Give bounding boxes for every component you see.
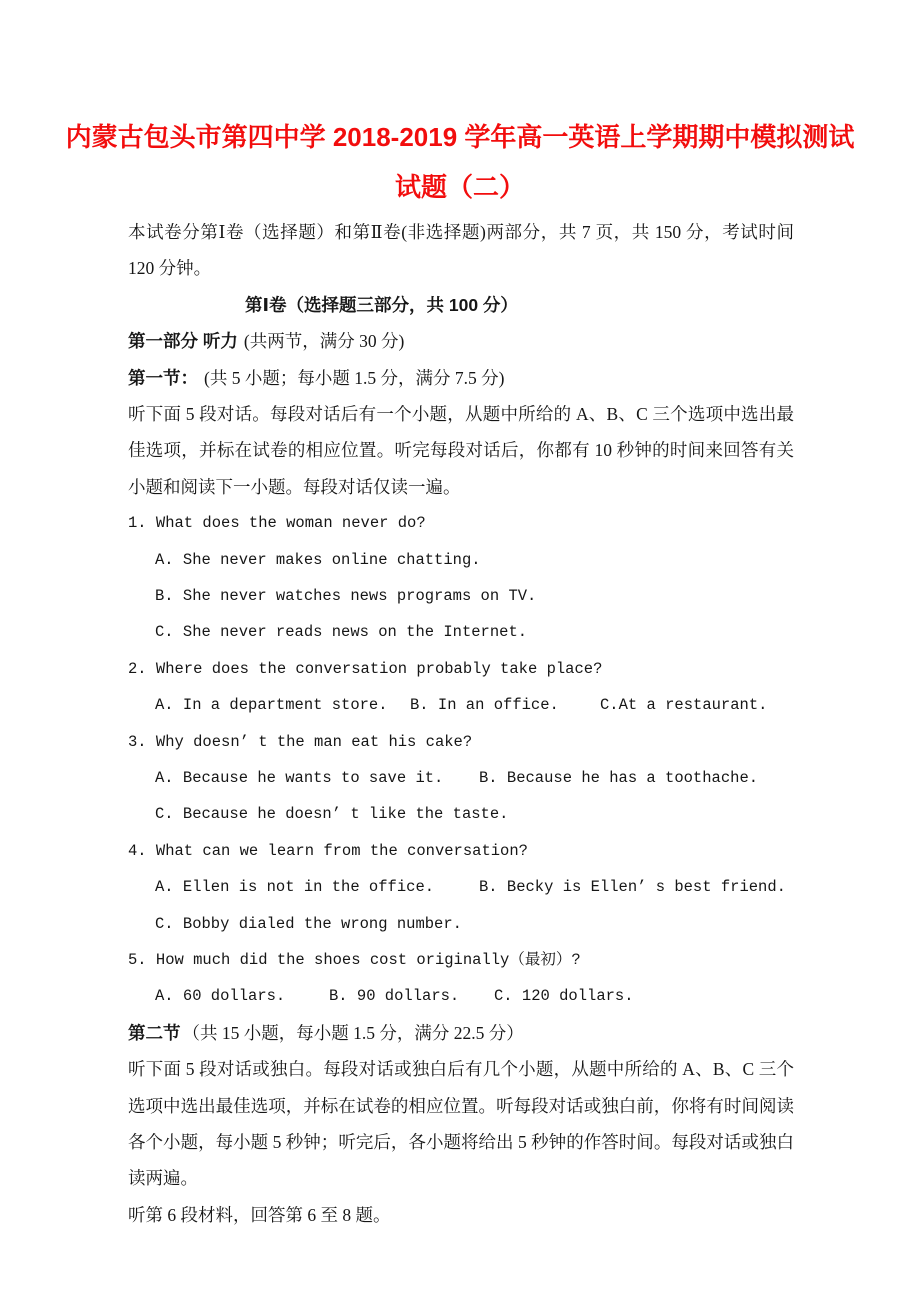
question-text: 4. What can we learn from the conversation?	[128, 841, 528, 860]
part1-label: 第一部分 听力	[128, 331, 238, 352]
page-title	[0, 112, 920, 212]
option: C. Because he doesn’ t like the taste.	[155, 805, 509, 824]
option: A. Ellen is not in the office.	[155, 878, 435, 897]
option: B. Because he has a toothache.	[479, 768, 759, 787]
option: B. She never watches news programs on TV.	[155, 587, 537, 606]
option: A. Because he wants to save it.	[155, 768, 444, 787]
page-title-line1: 内蒙古包头市第四中学 2018-2019 学年高一英语上学期期中模拟测试	[65, 122, 855, 152]
option: A. In a department store.	[155, 696, 388, 715]
question-text: 3. Why doesn’ t the man eat his cake?	[128, 732, 473, 751]
option: C.At a restaurant.	[600, 696, 768, 715]
option-row	[128, 687, 794, 723]
volume-heading: 第Ⅰ卷（选择题三部分，共 100 分）	[245, 294, 518, 315]
page-title-line2: 试题（二）	[394, 172, 525, 202]
option: B. Becky is Ellen’ s best friend.	[479, 878, 786, 897]
option-row	[128, 869, 794, 905]
option-row	[128, 578, 794, 614]
part1-meta: (共两节，满分 30 分)	[243, 331, 405, 352]
option: B. In an office.	[410, 696, 559, 715]
option: B. 90 dollars.	[329, 987, 460, 1006]
section1-label: 第一节：	[128, 367, 198, 388]
option-row	[128, 906, 794, 942]
question-text: 1. What does the woman never do?	[128, 514, 426, 533]
option-row	[128, 542, 794, 578]
section2-heading	[128, 1015, 794, 1051]
option-row	[128, 978, 794, 1014]
option-row	[128, 796, 794, 832]
option: C. She never reads news on the Internet.	[155, 623, 528, 642]
section2-instructions: 听下面 5 段对话或独白。每段对话或独白后有几个小题，从题中所给的 A、B、C 三个选项中选出最佳选项，并标在试卷的相应位置。听每段对话或独白前，你将有时间阅读各个小题，每小题 5 秒钟；听完后，各小题将给出 5 秒钟的作答时间。每段对话或独白读两遍。	[128, 1059, 794, 1189]
section1-instructions: 听下面 5 段对话。每段对话后有一个小题，从题中所给的 A、B、C 三个选项中选出最佳选项，并标在试卷的相应位置。听完每段对话后，你都有 10 秒钟的时间来回答有关小题和阅读下一小题。每段对话仅读一遍。	[128, 404, 794, 497]
section2-meta: （共 15 小题，每小题 1.5 分，满分 22.5 分）	[182, 1022, 524, 1043]
question-text: 2. Where does the conversation probably take place?	[128, 659, 603, 678]
option: A. 60 dollars.	[155, 987, 286, 1006]
section2-label: 第二节	[128, 1022, 181, 1043]
question-text: 5. How much did the shoes cost originally（最初）?	[128, 950, 581, 969]
option-row	[128, 760, 794, 796]
option: C. Bobby dialed the wrong number.	[155, 914, 462, 933]
section1-heading	[128, 360, 794, 396]
option: C. 120 dollars.	[494, 987, 634, 1006]
option-row	[128, 614, 794, 650]
intro-paragraph: 本试卷分第Ⅰ卷（选择题）和第Ⅱ卷(非选择题)两部分，共 7 页，共 150 分，考试时间 120 分钟。	[128, 222, 794, 279]
section1-meta: (共 5 小题；每小题 1.5 分，满分 7.5 分)	[204, 367, 505, 388]
questions	[128, 505, 794, 1014]
option: A. She never makes online chatting.	[155, 550, 481, 569]
material-note: 听第 6 段材料，回答第 6 至 8 题。	[128, 1204, 391, 1225]
part1-heading	[128, 323, 794, 359]
